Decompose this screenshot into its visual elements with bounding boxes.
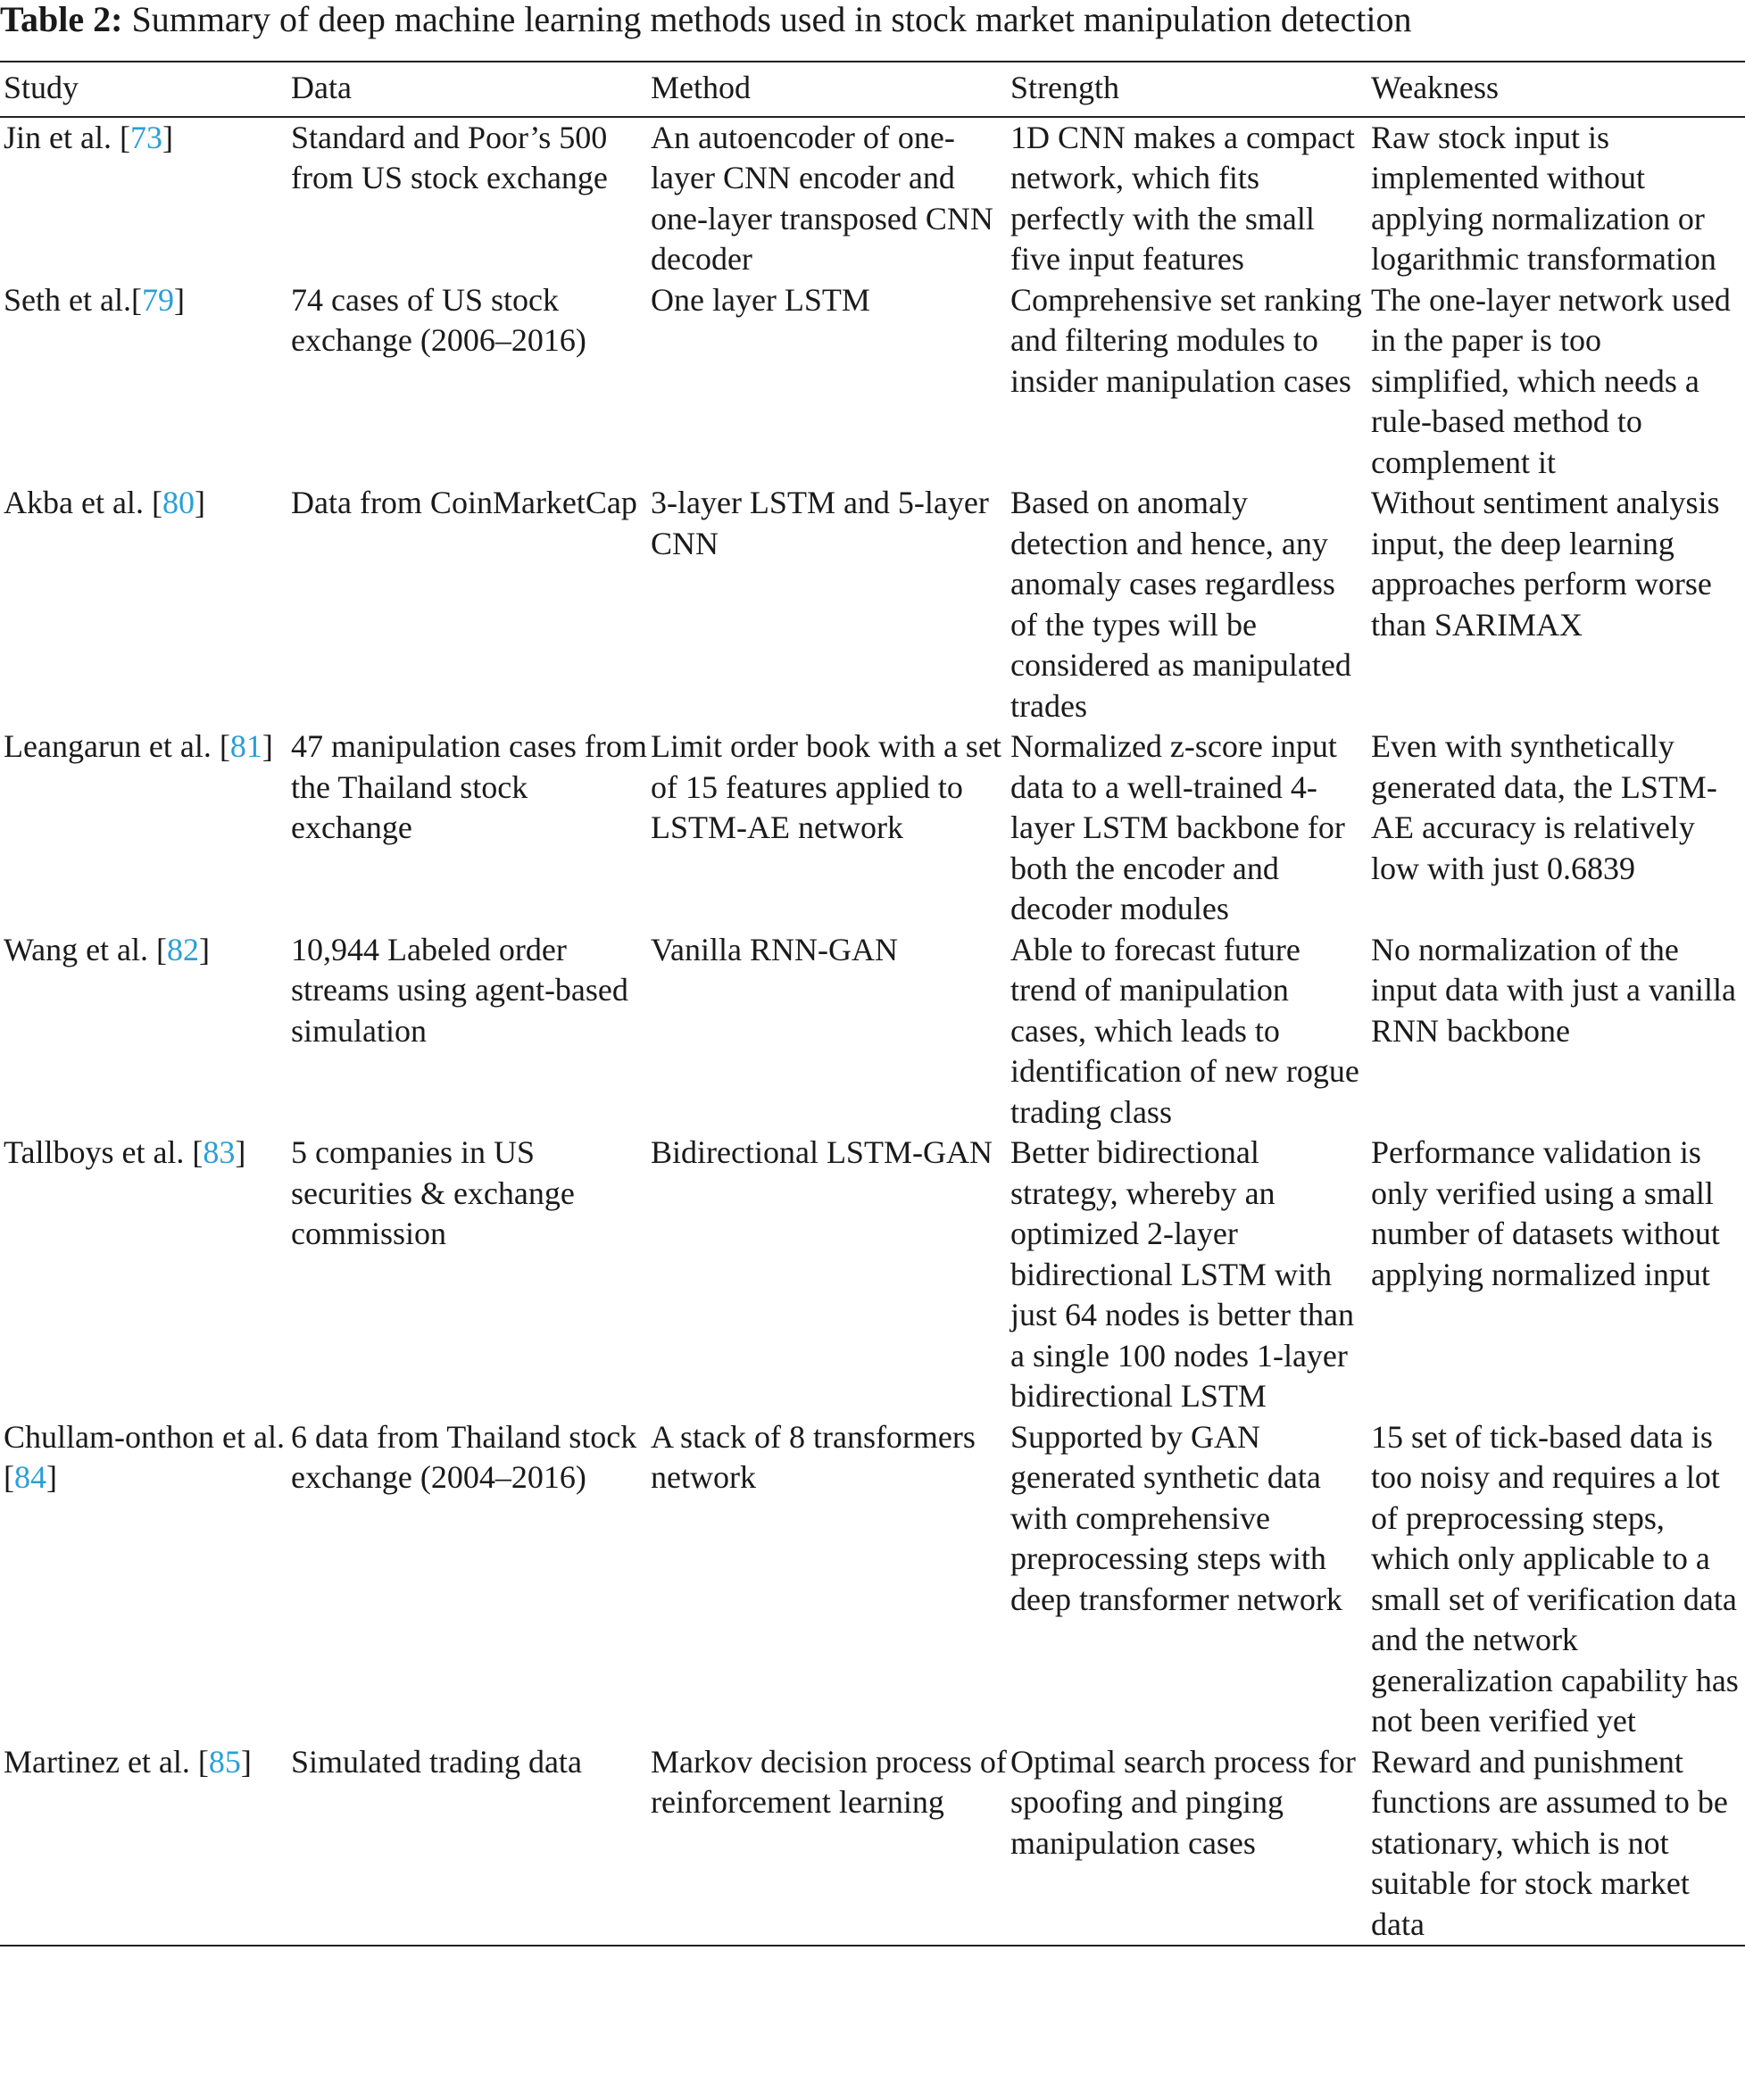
- weakness-cell: Even with synthetically generated data, the LSTM-AE accuracy is relatively low with just 0.6839: [1371, 728, 1717, 886]
- citation-link[interactable]: 85: [208, 1743, 241, 1780]
- method-cell: An autoencoder of one-layer CNN encoder and one-layer transposed CNN decoder: [651, 119, 993, 277]
- citation-link[interactable]: 79: [141, 281, 174, 318]
- header-study: Study: [4, 70, 79, 105]
- citation-link[interactable]: 73: [129, 119, 162, 155]
- header-weakness: Weakness: [1371, 70, 1500, 105]
- study-cell: Leangarun et al. [81]: [4, 728, 273, 764]
- table-row: [0, 1417, 1745, 1742]
- table-row: [0, 726, 1745, 930]
- study-cell: Akba et al. [80]: [4, 485, 205, 520]
- table-row: [0, 1133, 1745, 1417]
- method-cell: One layer LSTM: [651, 281, 870, 318]
- table-row: [0, 483, 1745, 726]
- weakness-cell: Performance validation is only verified using a small number of datasets without applying normalized input: [1371, 1134, 1720, 1292]
- weakness-cell: Raw stock input is implemented without applying normalization or logarithmic transformation: [1371, 119, 1716, 277]
- method-cell: Markov decision process of reinforcement learning: [651, 1743, 1007, 1820]
- study-cell: Chullam-onthon et al. [84]: [4, 1418, 285, 1495]
- table-label: Table 2:: [0, 0, 123, 39]
- weakness-cell: Without sentiment analysis input, the deep learning approaches perform worse than SARIMAX: [1371, 485, 1720, 643]
- method-cell: Limit order book with a set of 15 features applied to LSTM-AE network: [651, 728, 1001, 845]
- method-cell: Bidirectional LSTM-GAN: [651, 1134, 993, 1170]
- data-cell: 6 data from Thailand stock exchange (2004–2016): [291, 1418, 637, 1495]
- strength-cell: Optimal search process for spoofing and pinging manipulation cases: [1010, 1743, 1356, 1861]
- weakness-cell: The one-layer network used in the paper is too simplified, which needs a rule-based method to complement it: [1371, 281, 1731, 480]
- summary-table: [0, 61, 1745, 1946]
- table-body: [0, 117, 1745, 1946]
- header-row: [0, 62, 1745, 117]
- strength-cell: Supported by GAN generated synthetic data with comprehensive preprocessing steps with deep transformer network: [1010, 1418, 1342, 1617]
- weakness-cell: Reward and punishment functions are assumed to be stationary, which is not suitable for stock market data: [1371, 1743, 1728, 1942]
- data-cell: 74 cases of US stock exchange (2006–2016): [291, 281, 586, 358]
- table-row: [0, 1742, 1745, 1946]
- citation-link[interactable]: 82: [167, 931, 200, 967]
- citation-link[interactable]: 80: [162, 485, 195, 520]
- method-cell: 3-layer LSTM and 5-layer CNN: [651, 485, 989, 561]
- method-cell: Vanilla RNN-GAN: [651, 931, 898, 967]
- header-method: Method: [651, 70, 751, 105]
- data-cell: 5 companies in US securities & exchange commission: [291, 1134, 575, 1251]
- strength-cell: Able to forecast future trend of manipulation cases, which leads to identification of new rogue trading class: [1010, 931, 1359, 1130]
- table-row: [0, 930, 1745, 1133]
- data-cell: Data from CoinMarketCap: [291, 485, 637, 520]
- data-cell: 10,944 Labeled order streams using agent-based simulation: [291, 931, 628, 1049]
- citation-link[interactable]: 84: [14, 1459, 46, 1495]
- header-data: Data: [291, 70, 352, 105]
- data-cell: Standard and Poor’s 500 from US stock exchange: [291, 119, 608, 195]
- strength-cell: Better bidirectional strategy, whereby an optimized 2-layer bidirectional LSTM with just 64 nodes is better than a single 100 nodes 1-layer bidirectional LSTM: [1010, 1134, 1354, 1414]
- strength-cell: Comprehensive set ranking and filtering modules to insider manipulation cases: [1010, 281, 1362, 399]
- citation-link[interactable]: 81: [229, 728, 262, 764]
- table-row: [0, 117, 1745, 280]
- data-cell: Simulated trading data: [291, 1743, 582, 1780]
- citation-link[interactable]: 83: [203, 1134, 236, 1170]
- study-cell: Martinez et al. [85]: [4, 1743, 252, 1780]
- table-row: [0, 280, 1745, 484]
- strength-cell: Based on anomaly detection and hence, any anomaly cases regardless of the types will be considered as manipulated trades: [1010, 485, 1351, 724]
- study-cell: Jin et al. [73]: [4, 119, 173, 155]
- study-cell: Tallboys et al. [83]: [4, 1134, 246, 1170]
- data-cell: 47 manipulation cases from the Thailand stock exchange: [291, 728, 647, 845]
- strength-cell: 1D CNN makes a compact network, which fits perfectly with the small five input features: [1010, 119, 1355, 277]
- table-title: Summary of deep machine learning methods used in stock market manipulation detection: [131, 0, 1412, 39]
- table-caption: [0, 0, 1745, 39]
- study-cell: Seth et al.[79]: [4, 281, 185, 318]
- method-cell: A stack of 8 transformers network: [651, 1418, 976, 1495]
- weakness-cell: No normalization of the input data with just a vanilla RNN backbone: [1371, 931, 1736, 1049]
- header-strength: Strength: [1010, 70, 1119, 105]
- study-cell: Wang et al. [82]: [4, 931, 211, 967]
- weakness-cell: 15 set of tick-based data is too noisy and requires a lot of preprocessing steps, which only applicable to a small set of verification data and the network generalization capability has not been verified yet: [1371, 1418, 1739, 1739]
- strength-cell: Normalized z-score input data to a well-trained 4-layer LSTM backbone for both the encoder and decoder modules: [1010, 728, 1345, 926]
